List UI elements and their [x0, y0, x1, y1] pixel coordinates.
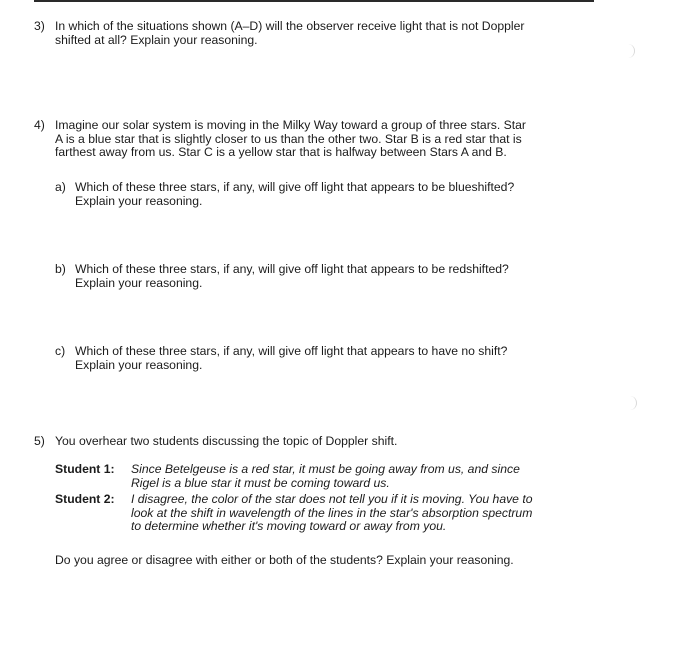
question-text: Imagine our solar system is moving in the Milky Way toward a group of three stars. Star A is a blue star that is slightly closer to us than the other two. Star B is a red star that is farthest away from us. Star C is a yellow star that is halfway between Stars A and B. — [55, 118, 526, 160]
question-number: 3) — [34, 19, 45, 33]
question-5 — [34, 435, 594, 451]
page-edge-mark — [624, 44, 635, 58]
question-5-prompt: Do you agree or disagree with either or both of the students? Explain your reasoning. — [55, 553, 514, 567]
question-text: You overhear two students discussing the topic of Doppler shift. — [55, 434, 398, 448]
question-text: In which of the situations shown (A–D) will the observer receive light that is not Doppler shifted at all? Explain your reasoning. — [55, 19, 525, 47]
question-4a — [55, 181, 575, 211]
part-text: Which of these three stars, if any, will give off light that appears to be blueshifted? Explain your reasoning. — [75, 180, 515, 208]
student-quote: Since Betelgeuse is a red star, it must be going away from us, and since Rigel is a blue star it must be coming toward us. — [131, 462, 520, 490]
question-4c — [55, 345, 575, 375]
part-text: Which of these three stars, if any, will give off light that appears to be redshifted? Explain your reasoning. — [75, 262, 509, 290]
page-edge-mark — [626, 396, 637, 410]
top-rule — [34, 0, 594, 2]
part-label: a) — [55, 180, 66, 194]
student-quote: I disagree, the color of the star does not tell you if it is moving. You have to look at the shift in wavelength of the lines in the star's absorption spectrum to determine whether it's moving toward or away from you. — [131, 492, 533, 534]
question-number: 4) — [34, 118, 45, 132]
part-text: Which of these three stars, if any, will give off light that appears to have no shift? Explain your reasoning. — [75, 344, 508, 372]
part-label: c) — [55, 344, 66, 358]
question-4 — [34, 119, 594, 163]
question-4b — [55, 263, 575, 293]
question-number: 5) — [34, 434, 45, 448]
student-2-statement — [55, 493, 575, 537]
question-3 — [34, 20, 594, 50]
part-label: b) — [55, 262, 66, 276]
student-label: Student 2: — [55, 492, 115, 506]
student-1-statement — [55, 463, 575, 493]
student-label: Student 1: — [55, 462, 115, 476]
